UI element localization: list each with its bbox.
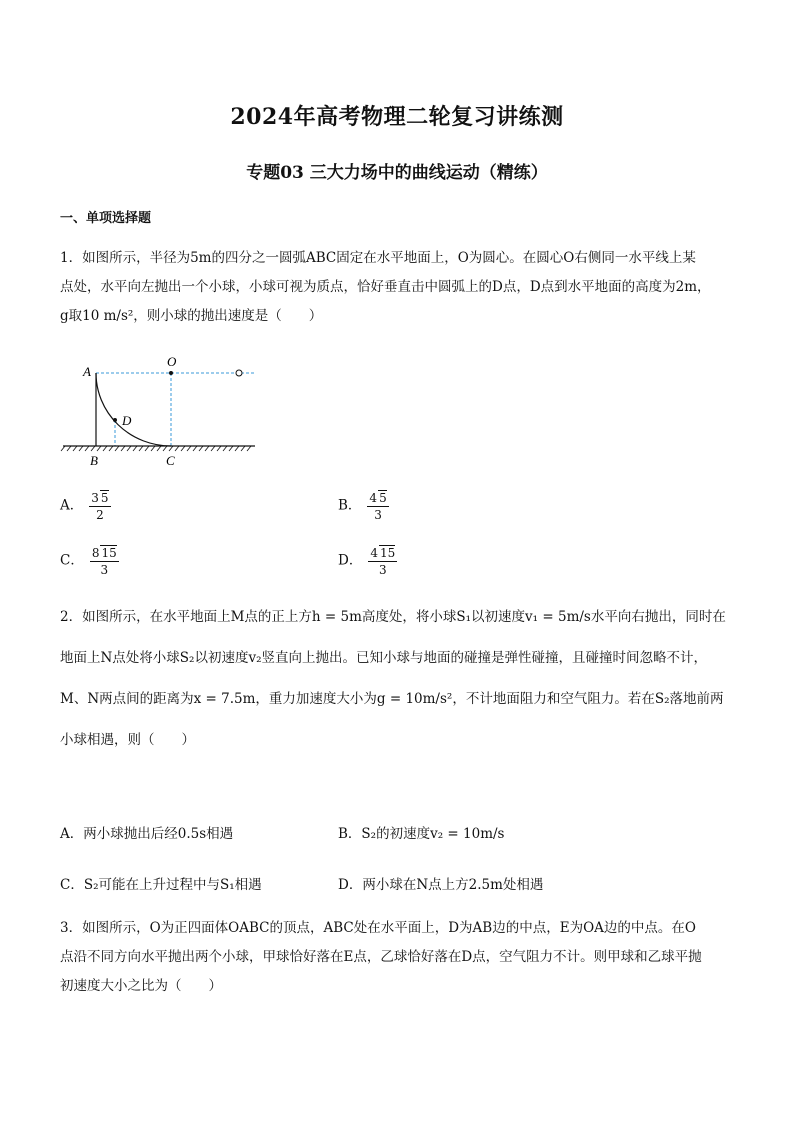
question-3-line-3: 初速度大小之比为（ ） <box>60 978 222 994</box>
question-2-line-4: 小球相遇，则（ ） <box>60 732 195 748</box>
label-a: A <box>83 364 91 379</box>
point-o-marker <box>169 371 173 375</box>
label-o: O <box>167 354 177 369</box>
question-1-line-1: 1．如图所示，半径为5m的四分之一圆弧ABC固定在水平地面上，O为圆心。在圆心O右侧同一水平线上某 <box>60 250 696 266</box>
question-2-line-2: 地面上N点处将小球S₂以初速度v₂竖直向上抛出。已知小球与地面的碰撞是弹性碰撞，且碰撞时间忽略不计， <box>60 650 708 666</box>
question-2-option-c: C．S₂可能在上升过程中与S₁相遇 <box>60 877 262 893</box>
question-1-option-d: D． $\frac{4 15}{3}$ <box>338 546 396 577</box>
point-d-marker <box>113 418 117 422</box>
label-d: D <box>122 413 132 428</box>
question-1-option-c: C． $\frac{8 15}{3}$ <box>60 546 117 577</box>
question-3-line-2: 点沿不同方向水平抛出两个小球，甲球恰好落在E点，乙球恰好落在D点，空气阻力不计。则甲球和乙球平抛 <box>60 949 702 965</box>
question-3-text <box>60 914 740 1001</box>
label-b: B <box>90 453 98 468</box>
page-subtitle: 专题03 三大力场中的曲线运动（精练） <box>246 163 548 183</box>
page-title: 2024年高考物理二轮复习讲练测 <box>230 104 564 130</box>
question-1-text <box>60 244 740 331</box>
question-2-text <box>60 597 740 761</box>
question-2-line-3: M、N两点间的距离为x = 7.5m，重力加速度大小为g = 10m/s²，不计地面阻力和空气阻力。若在S₂落地前两 <box>60 691 724 707</box>
question-2-option-b: B．S₂的初速度v₂ = 10m/s <box>338 826 505 842</box>
label-c: C <box>166 453 175 468</box>
question-1-line-3: g取10 m/s²，则小球的抛出速度是（ ） <box>60 308 323 324</box>
question-2-option-a: A．两小球抛出后经0.5s相遇 <box>60 826 234 842</box>
question-1-line-2: 点处，水平向左抛出一个小球，小球可视为质点，恰好垂直击中圆弧上的D点，D点到水平地面的高度为2m， <box>60 279 711 295</box>
ball-marker <box>236 370 242 376</box>
question-1-diagram <box>58 350 258 470</box>
question-1-option-b: B． $\frac{4 5}{3}$ <box>338 491 387 522</box>
question-2-option-d: D．两小球在N点上方2.5m处相遇 <box>338 877 544 893</box>
question-1-option-a: A． $\frac{3 5}{2}$ <box>60 491 109 522</box>
question-2-line-1: 2．如图所示，在水平地面上M点的正上方h = 5m高度处，将小球S₁以初速度v₁ = 5m/s水平向右抛出，同时在 <box>60 609 726 625</box>
question-3-line-1: 3．如图所示，O为正四面体OABC的顶点，ABC处在水平面上，D为AB边的中点，E为OA边的中点。在O <box>60 920 696 936</box>
section-heading: 一、单项选择题 <box>60 211 152 226</box>
